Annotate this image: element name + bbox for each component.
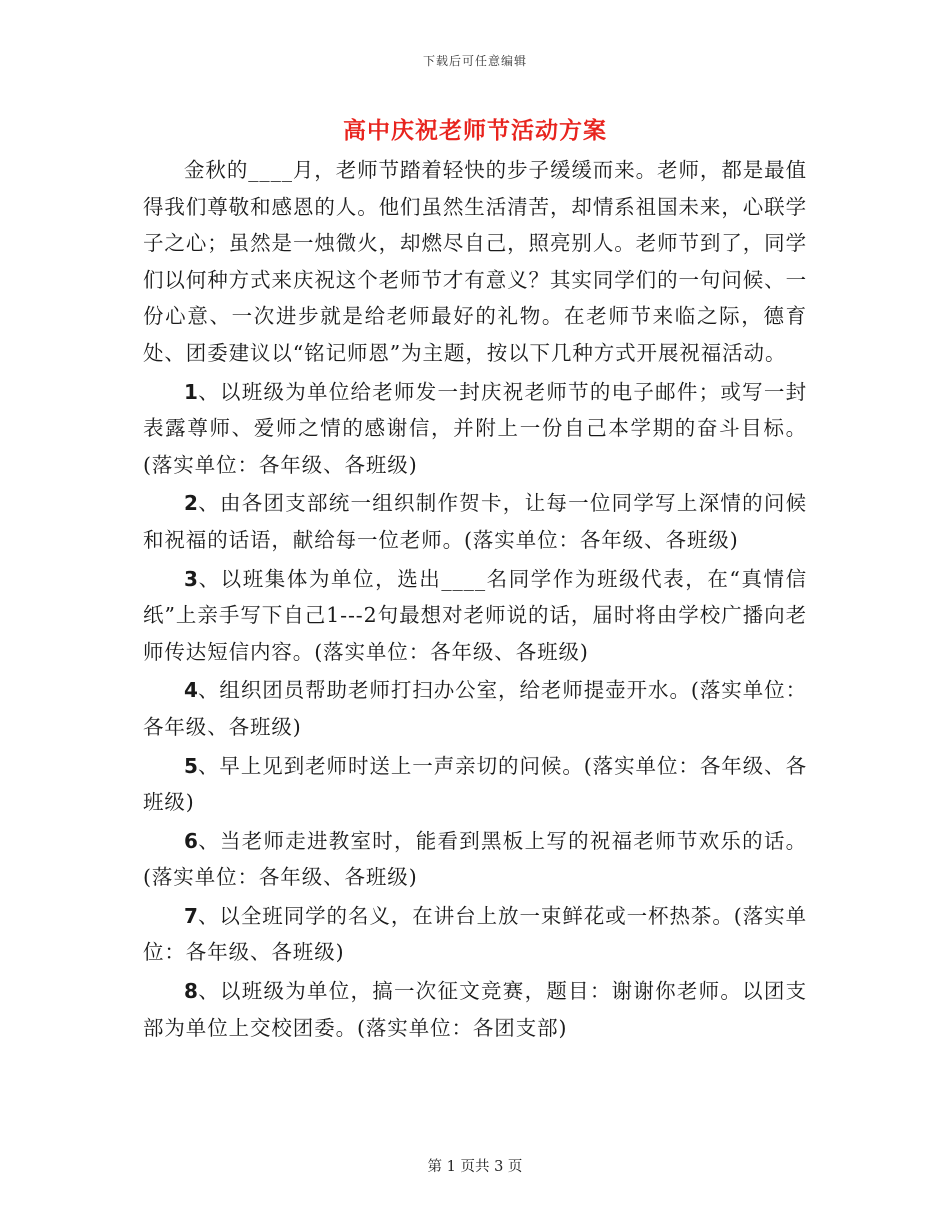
item-text: 、当老师走进教室时，能看到黑板上写的祝福老师节欢乐的话。(落实单位：各年级、各班级) bbox=[143, 828, 807, 890]
list-item-4 bbox=[143, 672, 807, 745]
document-body bbox=[143, 152, 807, 1046]
item-number: 4 bbox=[184, 678, 198, 703]
list-item-8 bbox=[143, 973, 807, 1046]
item-text: 、以班级为单位给老师发一封庆祝老师节的电子邮件；或写一封表露尊师、爱师之情的感谢信，并附上一份自己本学期的奋斗目标。(落实单位：各年级、各班级) bbox=[143, 379, 807, 477]
item-text: 、以班级为单位，搞一次征文竞赛，题目：谢谢你老师。以团支部为单位上交校团委。(落实单位：各团支部) bbox=[143, 979, 807, 1040]
list-item-6 bbox=[143, 823, 807, 896]
list-item-3 bbox=[143, 561, 807, 671]
item-number: 8 bbox=[184, 979, 198, 1004]
intro-paragraph: 金秋的____月，老师节踏着轻快的步子缓缓而来。老师，都是最值得我们尊敬和感恩的人。他们虽然生活清苦，却情系祖国未来，心联学子之心；虽然是一烛微火，却燃尽自己，照亮别人。老师节到了，同学们以何种方式来庆祝这个老师节才有意义？其实同学们的一句问候、一份心意、一次进步就是给老师最好的礼物。在老师节来临之际，德育处、团委建议以“铭记师恩”为主题，按以下几种方式开展祝福活动。 bbox=[143, 158, 807, 365]
item-text: 、组织团员帮助老师打扫办公室，给老师提壶开水。(落实单位：各年级、各班级) bbox=[143, 678, 807, 739]
item-number: 7 bbox=[184, 903, 198, 928]
item-number: 5 bbox=[184, 753, 198, 778]
page-indicator: 第 1 页共 3 页 bbox=[427, 1159, 523, 1175]
list-item-7 bbox=[143, 898, 807, 971]
item-number: 3 bbox=[184, 566, 198, 591]
item-number: 2 bbox=[184, 491, 198, 516]
list-item-5 bbox=[143, 748, 807, 821]
list-item-2 bbox=[143, 485, 807, 558]
item-text: 、以班集体为单位，选出____名同学作为班级代表，在“真情信纸”上亲手写下自己1---2句最想对老师说的话，届时将由学校广播向老师传达短信内容。(落实单位：各年级、各班级) bbox=[143, 566, 807, 664]
item-number: 6 bbox=[184, 828, 198, 853]
list-item-1 bbox=[143, 374, 807, 484]
header-note: 下载后可任意编辑 bbox=[422, 54, 527, 68]
document-title: 高中庆祝老师节活动方案 bbox=[343, 117, 607, 144]
item-text: 、由各团支部统一组织制作贺卡，让每一位同学写上深情的问候和祝福的话语，献给每一位老师。(落实单位：各年级、各班级) bbox=[143, 491, 807, 552]
item-text: 、早上见到老师时送上一声亲切的问候。(落实单位：各年级、各班级) bbox=[143, 753, 807, 815]
item-number: 1 bbox=[184, 379, 198, 404]
item-text: 、以全班同学的名义，在讲台上放一束鲜花或一杯热茶。(落实单位：各年级、各班级) bbox=[143, 903, 807, 965]
